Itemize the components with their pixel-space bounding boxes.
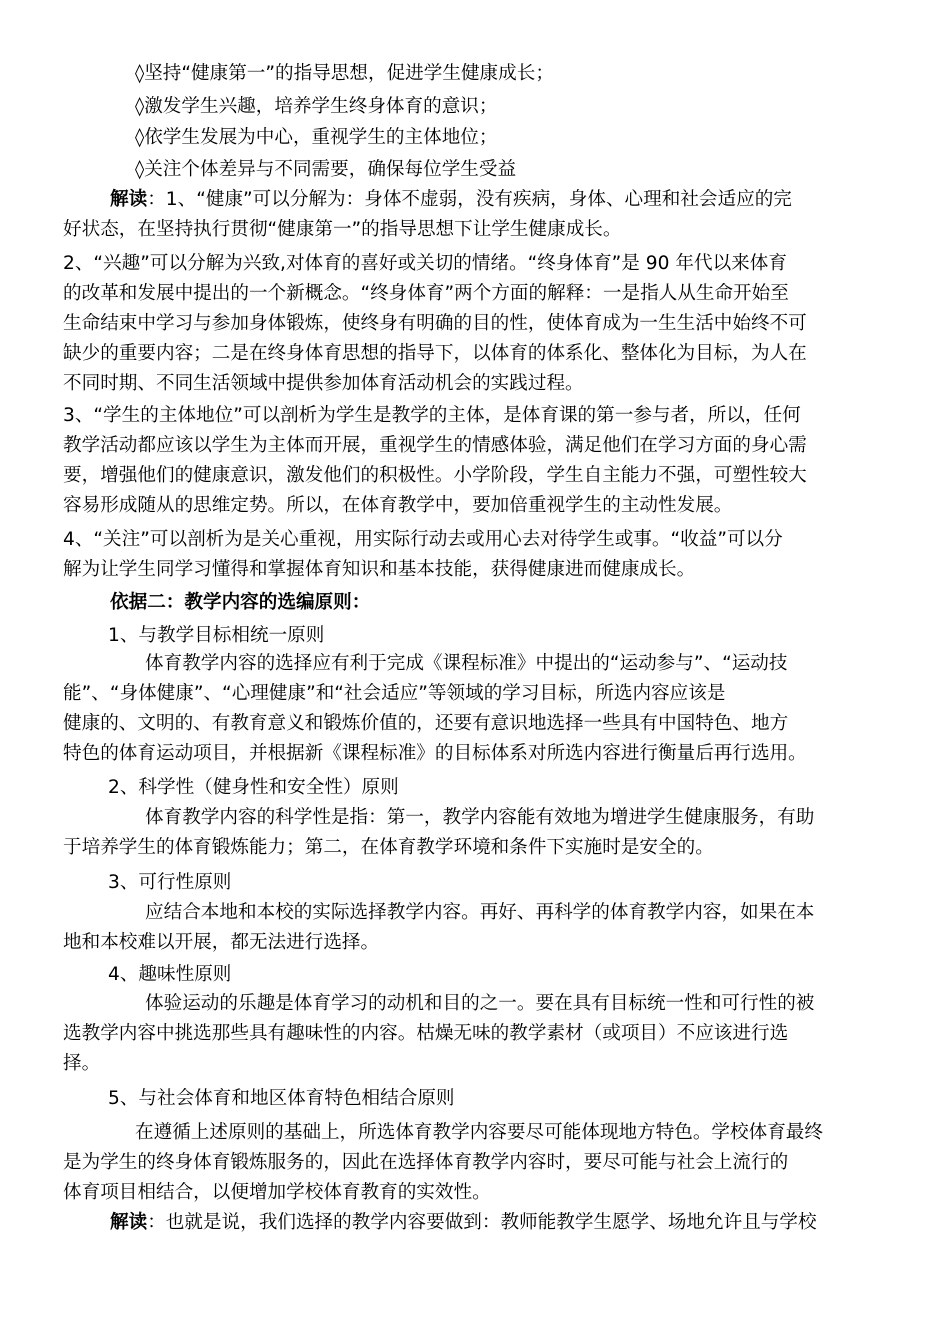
principle-4-title: 4、趣味性原则: [108, 964, 232, 985]
interpretation-2-line-4: 缺少的重要内容；二是在终身体育思想的指导下，以体育的体系化、整体化为目标，为人在: [63, 343, 807, 364]
principle-3-title: 3、可行性原则: [108, 872, 232, 893]
interpretation-3-line-1: 3、“学生的主体地位”可以剖析为学生是教学的主体，是体育课的第一参与者，所以，任何: [63, 405, 801, 426]
interpretation-3-line-4: 容易形成随从的思维定势。所以，在体育教学中，要加倍重视学生的主动性发展。: [63, 495, 733, 516]
interpretation-1-line-2: 好状态，在坚持执行贯彻“健康第一”的指导思想下让学生健康成长。: [63, 219, 622, 240]
principle-1-line-2: 能”、“身体健康”、“心理健康”和“社会适应”等领域的学习目标，所选内容应该是: [63, 683, 726, 704]
principle-2-line-1: 体育教学内容的科学性是指：第一，教学内容能有效地为增进学生健康服务，有助: [145, 807, 815, 828]
bullet-individual-differences: ◊关注个体差异与不同需要，确保每位学生受益: [135, 159, 517, 180]
principle-2-line-2: 于培养学生的体育锻炼能力；第二，在体育教学环境和条件下实施时是安全的。: [63, 837, 714, 858]
principle-5-line-2: 是为学生的终身体育锻炼服务的，因此在选择体育教学内容时，要尽可能与社会上流行的: [63, 1152, 789, 1173]
principle-1-line-3: 健康的、文明的、有教育意义和锻炼价值的，还要有意识地选择一些具有中国特色、地方: [63, 713, 789, 734]
interpretation-1-line-1: 解读：1、“健康”可以分解为：身体不虚弱，没有疾病，身体、心理和社会适应的完: [110, 189, 792, 210]
principle-1-line-4: 特色的体育运动项目，并根据新《课程标准》的目标体系对所选内容进行衡量后再行选用。: [63, 743, 807, 764]
principle-5-line-1: 在遵循上述原则的基础上，所选体育教学内容要尽可能体现地方特色。学校体育最终: [135, 1122, 823, 1143]
principle-1-line-1: 体育教学内容的选择应有利于完成《课程标准》中提出的“运动参与”、“运动技: [145, 653, 788, 674]
principle-5-line-3: 体育项目相结合，以便增加学校体育教育的实效性。: [63, 1182, 491, 1203]
final-interpretation-line: 解读：也就是说，我们选择的教学内容要做到：教师能教学生愿学、场地允许且与学校: [110, 1212, 817, 1233]
principle-2-title: 2、科学性（健身性和安全性）原则: [108, 777, 399, 798]
interpretation-4-line-1: 4、“关注”可以剖析为是关心重视，用实际行动去或用心去对待学生或事。“收益”可以分: [63, 529, 783, 550]
principle-1-title: 1、与教学目标相统一原则: [108, 625, 325, 646]
interpretation-label: 解读: [110, 189, 148, 210]
principle-4-line-3: 择。: [63, 1053, 101, 1074]
interpretation-4-line-2: 解为让学生同学习懂得和掌握体育知识和基本技能，获得健康进而健康成长。: [63, 559, 696, 580]
interpretation-3-line-3: 要，增强他们的健康意识，激发他们的积极性。小学阶段，学生自主能力不强，可塑性较大: [63, 465, 807, 486]
bullet-student-centered: ◊依学生发展为中心，重视学生的主体地位；: [135, 127, 498, 148]
final-interpretation-label: 解读: [110, 1212, 148, 1233]
interpretation-3-line-2: 教学活动都应该以学生为主体而开展，重视学生的情感体验，满足他们在学习方面的身心需: [63, 435, 807, 456]
bullet-interest: ◊激发学生兴趣，培养学生终身体育的意识；: [135, 96, 498, 117]
section-heading: 依据二：教学内容的选编原则：: [110, 592, 371, 613]
bullet-health-first: ◊坚持“健康第一”的指导思想，促进学生健康成长；: [135, 63, 554, 84]
principle-4-line-2: 选教学内容中挑选那些具有趣味性的内容。枯燥无味的教学素材（或项目）不应该进行选: [63, 1023, 789, 1044]
interpretation-2-line-2: 的改革和发展中提出的一个新概念。“终身体育”两个方面的解释：一是指人从生命开始至: [63, 283, 789, 304]
principle-5-title: 5、与社会体育和地区体育特色相结合原则: [108, 1088, 455, 1109]
interpretation-2-line-3: 生命结束中学习与参加身体锻炼，使终身有明确的目的性，使体育成为一生生活中始终不可: [63, 313, 807, 334]
principle-3-line-1: 应结合本地和本校的实际选择教学内容。再好、再科学的体育教学内容，如果在本: [145, 902, 815, 923]
principle-4-line-1: 体验运动的乐趣是体育学习的动机和目的之一。要在具有目标统一性和可行性的被: [145, 993, 815, 1014]
interpretation-2-line-5: 不同时期、不同生活领域中提供参加体育活动机会的实践过程。: [63, 373, 584, 394]
interpretation-2-line-1: 2、“兴趣”可以分解为兴致,对体育的喜好或关切的情绪。“终身体育”是 90 年代以来体育: [63, 253, 787, 274]
principle-3-line-2: 地和本校难以开展，都无法进行选择。: [63, 932, 380, 953]
